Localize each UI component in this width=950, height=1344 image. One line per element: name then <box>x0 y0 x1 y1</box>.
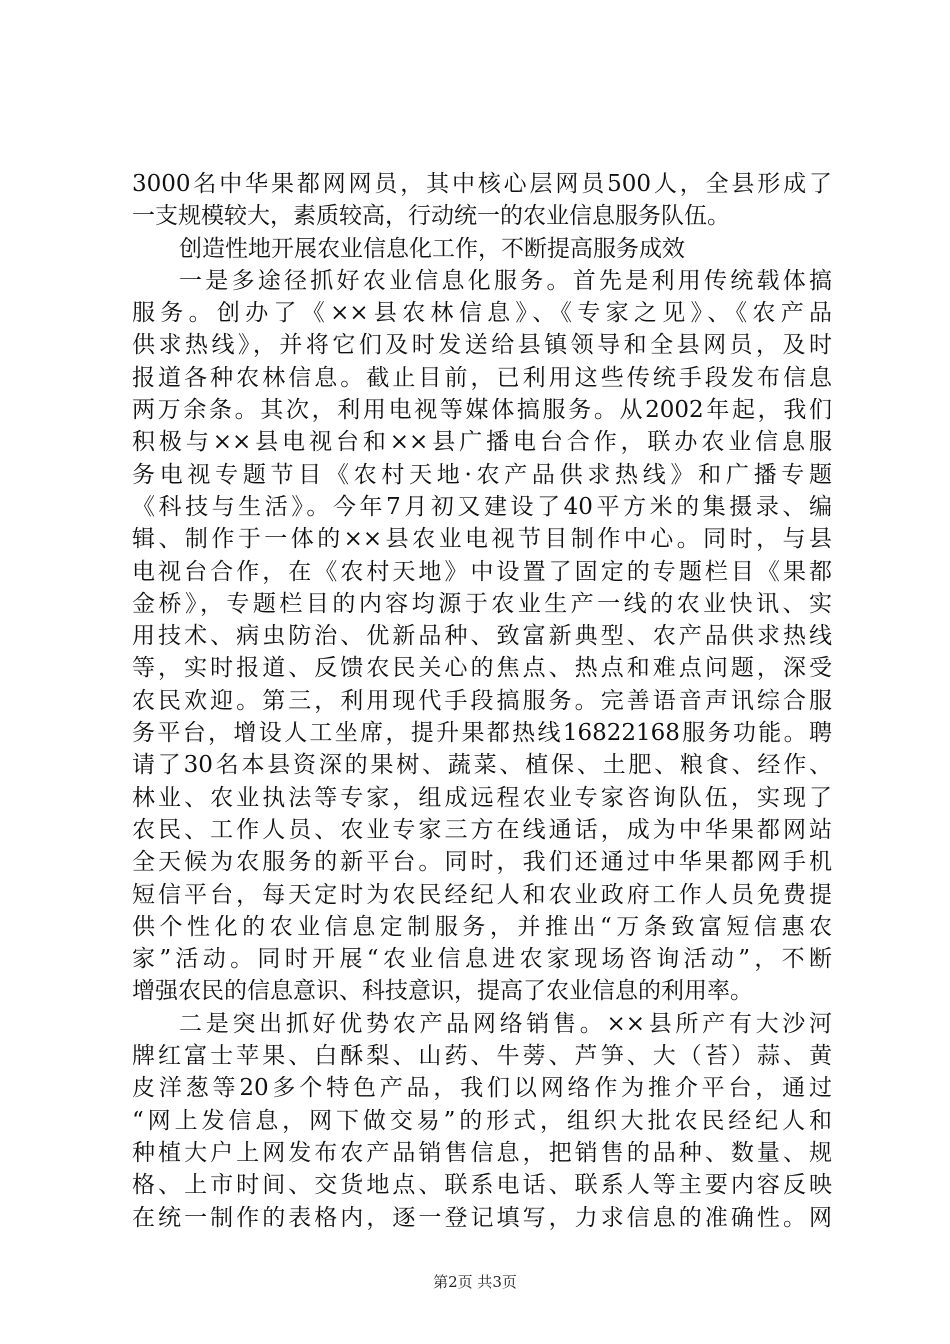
text-line: 务平台，增设人工坐席，提升果都热线16822168服务功能。聘 <box>132 720 832 747</box>
text-line: 林业、农业执法等专家，组成远程农业专家咨询队伍，实现了 <box>132 784 832 811</box>
text-line: 一支规模较大，素质较高，行动统一的农业信息服务队伍。 <box>132 203 730 230</box>
body-text <box>132 168 832 1234</box>
text-line: 牌红富士苹果、白酥梨、山药、牛蒡、芦笋、大（苔）蒜、黄 <box>132 1043 832 1070</box>
text-line: 用技术、病虫防治、优新品种、致富新典型、农产品供求热线 <box>132 623 832 650</box>
text-line: 在统一制作的表格内，逐一登记填写，力求信息的准确性。网 <box>132 1204 832 1231</box>
text-line: 《科技与生活》。今年7月初又建设了40平方米的集摄录、编 <box>132 493 832 520</box>
text-line: 等，实时报道、反馈农民关心的焦点、热点和难点问题，深受 <box>132 655 832 682</box>
text-line: 电视台合作，在《农村天地》中设置了固定的专题栏目《果都 <box>132 558 832 585</box>
text-line: 两万余条。其次，利用电视等媒体搞服务。从2002年起，我们 <box>132 397 832 424</box>
text-line: 积极与××县电视台和××县广播电台合作，联办农业信息服 <box>132 429 832 456</box>
text-line: 一是多途径抓好农业信息化服务。首先是利用传统载体搞 <box>179 267 832 294</box>
text-line: 家”活动。同时开展“农业信息进农家现场咨询活动”，不断 <box>132 946 832 973</box>
text-line: 农民、工作人员、农业专家三方在线通话，成为中华果都网站 <box>132 816 832 843</box>
text-line: 创造性地开展农业信息化工作，不断提高服务成效 <box>179 235 685 262</box>
text-line: “网上发信息，网下做交易”的形式，组织大批农民经纪人和 <box>132 1107 832 1134</box>
text-line: 农民欢迎。第三，利用现代手段搞服务。完善语音声讯综合服 <box>132 687 832 714</box>
text-line: 服务。创办了《××县农林信息》、《专家之见》、《农产品 <box>132 300 832 327</box>
text-line: 3000名中华果都网网员，其中核心层网员500人，全县形成了 <box>132 171 832 197</box>
page-footer: 第2页 共3页 <box>433 1273 517 1291</box>
text-line: 短信平台，每天定时为农民经纪人和农业政府工作人员免费提 <box>132 881 832 908</box>
text-line: 格、上市时间、交货地点、联系电话、联系人等主要内容反映 <box>132 1172 832 1199</box>
text-line: 全天候为农服务的新平台。同时，我们还通过中华果都网手机 <box>132 849 832 876</box>
text-line: 报道各种农林信息。截止目前，已利用这些传统手段发布信息 <box>132 364 832 391</box>
text-line: 辑、制作于一体的××县农业电视节目制作中心。同时，与县 <box>132 526 832 553</box>
text-line: 供个性化的农业信息定制服务，并推出“万条致富短信惠农 <box>132 913 832 940</box>
text-line: 供求热线》，并将它们及时发送给县镇领导和全县网员，及时 <box>132 332 832 359</box>
text-line: 务电视专题节目《农村天地·农产品供求热线》和广播专题 <box>132 461 832 488</box>
text-line: 种植大户上网发布农产品销售信息，把销售的品种、数量、规 <box>132 1139 832 1166</box>
text-line: 二是突出抓好优势农产品网络销售。××县所产有大沙河 <box>179 1010 832 1037</box>
text-line: 皮洋葱等20多个特色产品，我们以网络作为推介平台，通过 <box>132 1075 832 1102</box>
text-line: 请了30名本县资深的果树、蔬菜、植保、土肥、粮食、经作、 <box>132 752 832 779</box>
text-line: 金桥》，专题栏目的内容均源于农业生产一线的农业快讯、实 <box>132 590 832 617</box>
text-line: 增强农民的信息意识、科技意识，提高了农业信息的利用率。 <box>132 978 753 1005</box>
